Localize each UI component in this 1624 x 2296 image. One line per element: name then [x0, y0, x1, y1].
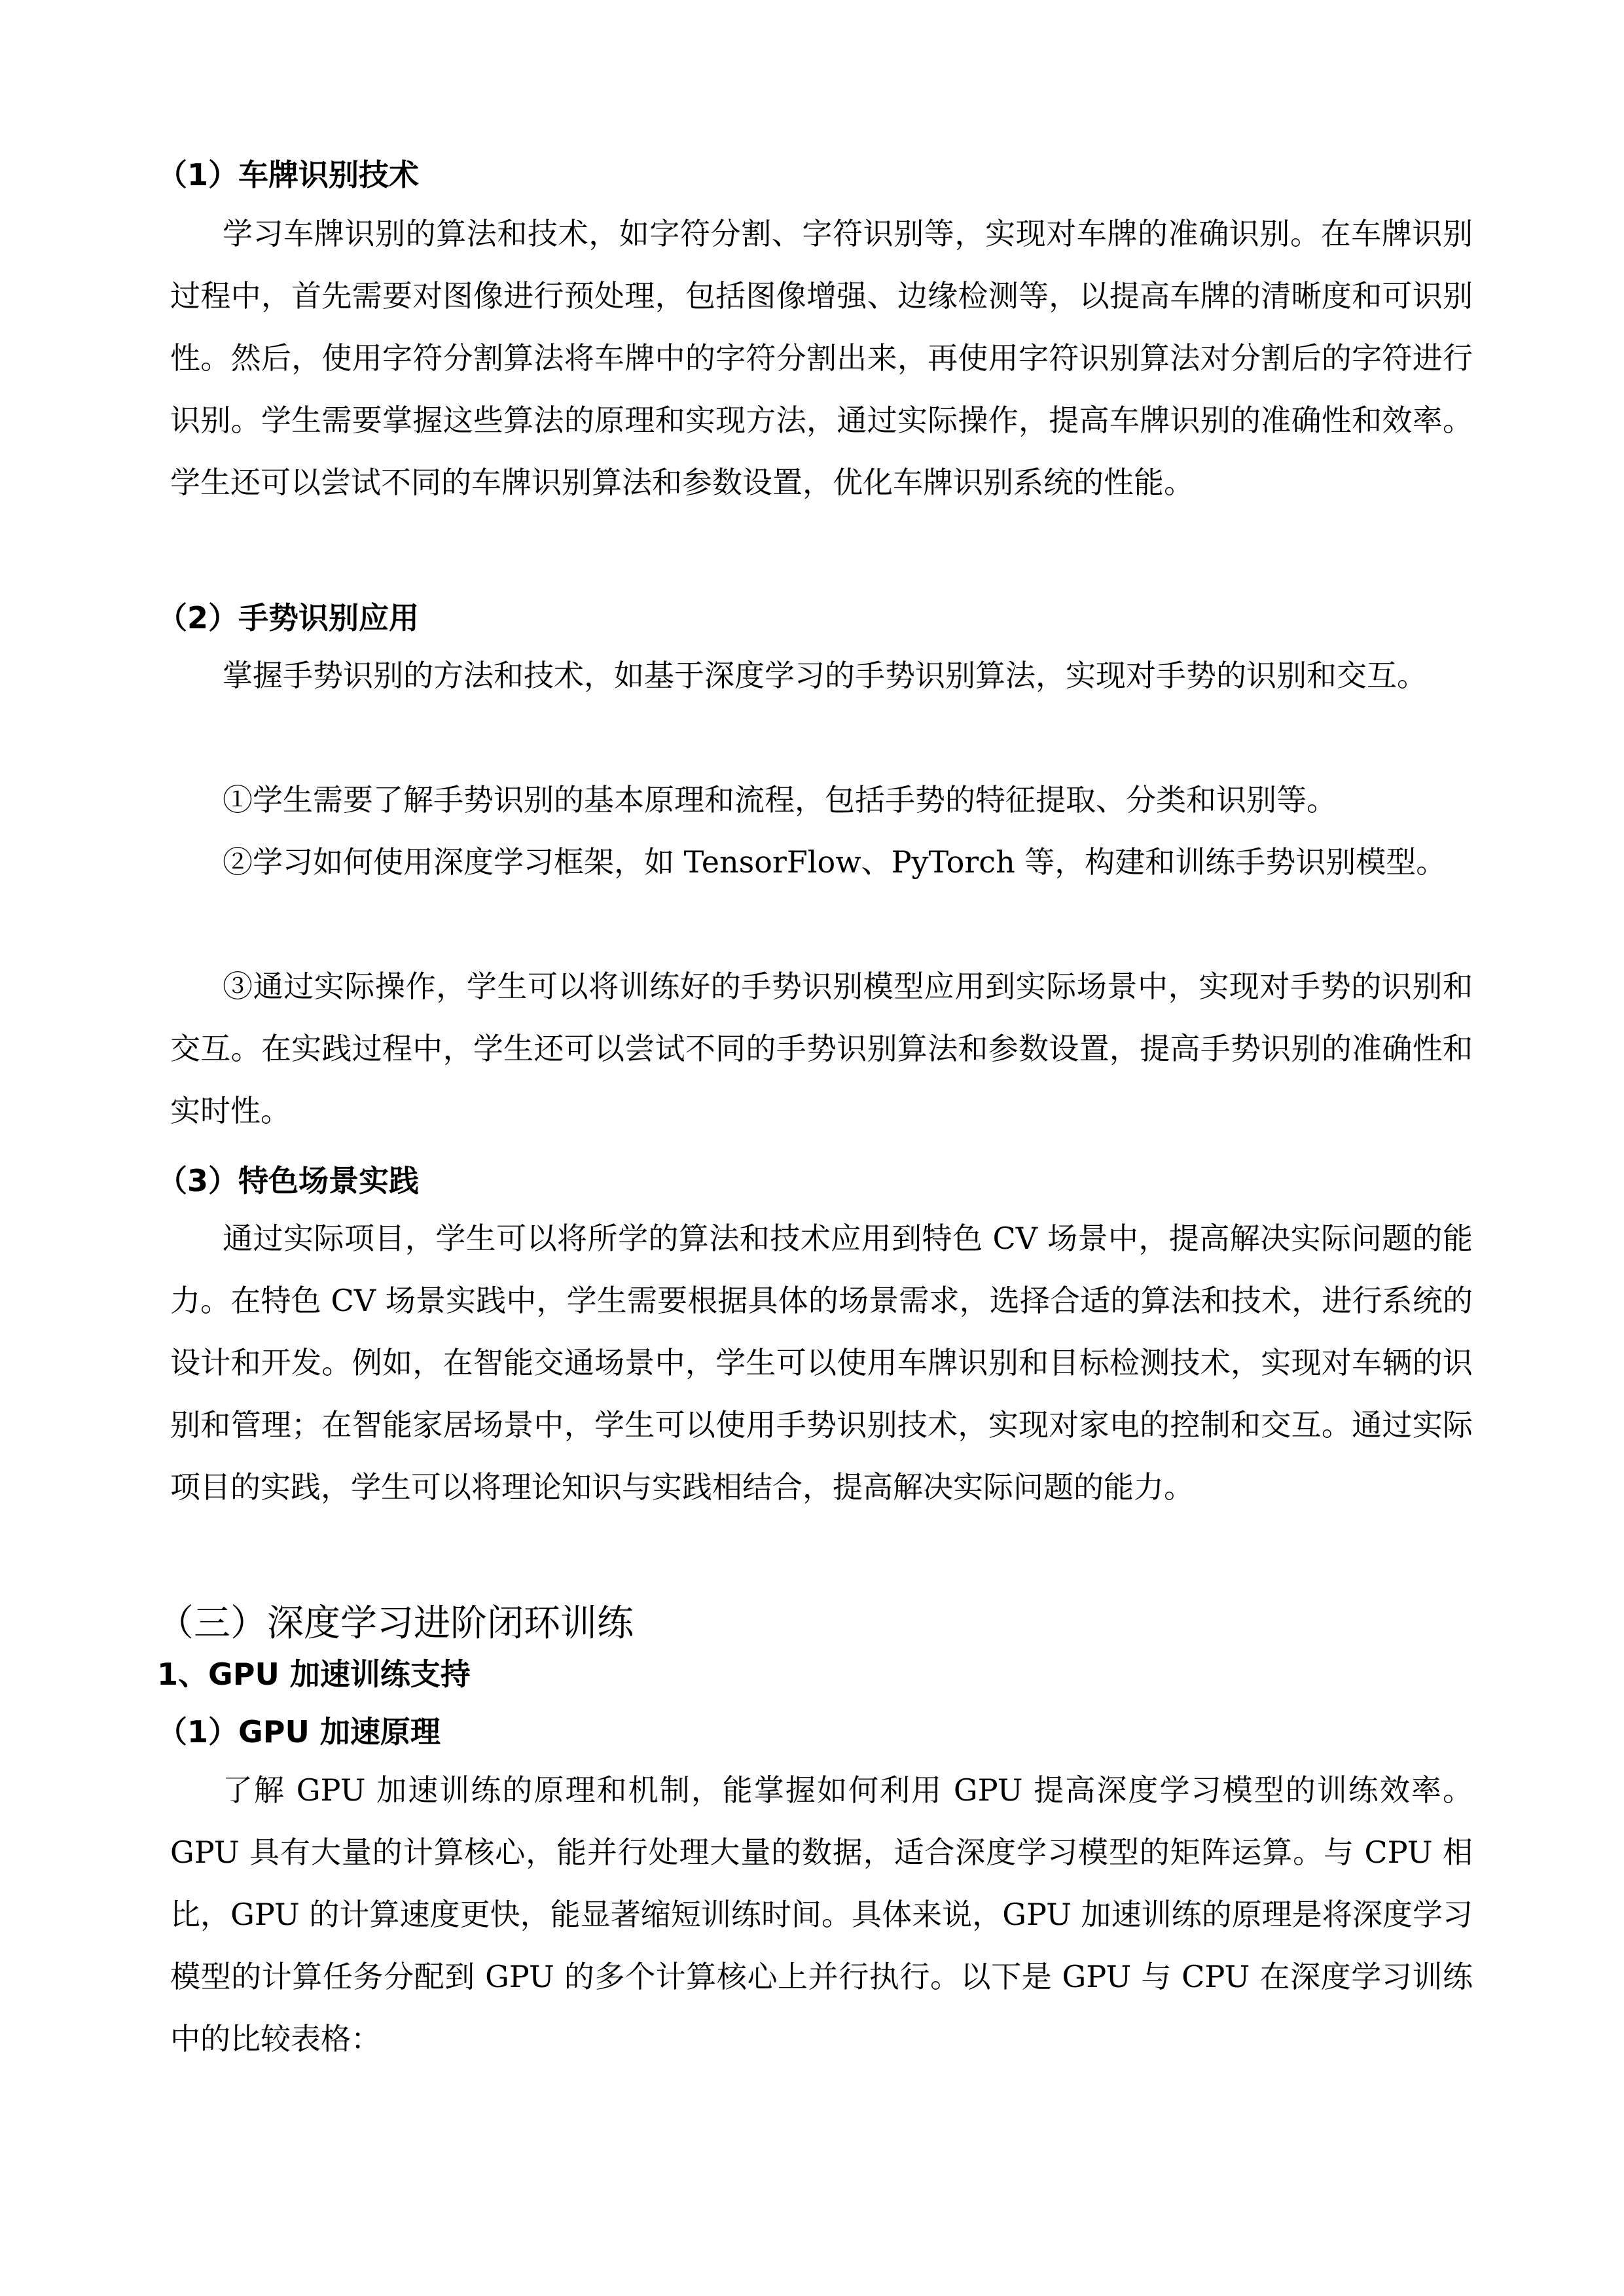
heading-scene-practice: （3）特色场景实践 — [157, 1163, 420, 1198]
paragraph-gpu-principle: 了解 GPU 加速训练的原理和机制，能掌握如何利用 GPU 提高深度学习模型的训练效率。GPU 具有大量的计算核心，能并行处理大量的数据，适合深度学习模型的矩阵运算。与 CPU 相比，GPU 的计算速度更快，能显著缩短训练时间。具体来说，GPU 加速训练的原理是将深度学习模型的计算任务分配到 GPU 的多个计算核心上并行执行。以下是 GPU 与 CPU 在深度学习训练中的比较表格： — [170, 1772, 1473, 2056]
paragraph-plate-recognition: 学习车牌识别的算法和技术，如字符分割、字符识别等，实现对车牌的准确识别。在车牌识别过程中，首先需要对图像进行预处理，包括图像增强、边缘检测等，以提高车牌的清晰度和可识别性。然后，使用字符分割算法将车牌中的字符分割出来，再使用字符识别算法对分割后的字符进行识别。学生需要掌握这些算法的原理和实现方法，通过实际操作，提高车牌识别的准确性和效率。学生还可以尝试不同的车牌识别算法和参数设置，优化车牌识别系统的性能。 — [170, 216, 1473, 500]
heading-plate-recognition: （1）车牌识别技术 — [157, 157, 420, 192]
paragraph-scene-practice: 通过实际项目，学生可以将所学的算法和技术应用到特色 CV 场景中，提高解决实际问题的能力。在特色 CV 场景实践中，学生需要根据具体的场景需求，选择合适的算法和技术，进行系统的设计和开发。例如，在智能交通场景中，学生可以使用车牌识别和目标检测技术，实现对车辆的识别和管理；在智能家居场景中，学生可以使用手势识别技术，实现对家电的控制和交互。通过实际项目的实践，学生可以将理论知识与实践相结合，提高解决实际问题的能力。 — [170, 1221, 1473, 1505]
list-item-gesture-2: ②学习如何使用深度学习框架，如 TensorFlow、PyTorch 等，构建和训练手势识别模型。 — [223, 844, 1447, 880]
list-item-gesture-3: ③通过实际操作，学生可以将训练好的手势识别模型应用到实际场景中，实现对手势的识别和交互。在实践过程中，学生还可以尝试不同的手势识别算法和参数设置，提高手势识别的准确性和实时性。 — [170, 969, 1473, 1128]
heading-gpu-principle: （1）GPU 加速原理 — [157, 1714, 441, 1749]
heading-gesture-recognition: （2）手势识别应用 — [157, 600, 420, 636]
heading-chapter-three: （三）深度学习进阶闭环训练 — [157, 1602, 634, 1645]
list-item-gesture-1: ①学生需要了解手势识别的基本原理和流程，包括手势的特征提取、分类和识别等。 — [223, 782, 1337, 817]
subheading-gpu-support: 1、GPU 加速训练支持 — [157, 1657, 471, 1692]
paragraph-gesture-intro: 掌握手势识别的方法和技术，如基于深度学习的手势识别算法，实现对手势的识别和交互。 — [223, 658, 1427, 693]
